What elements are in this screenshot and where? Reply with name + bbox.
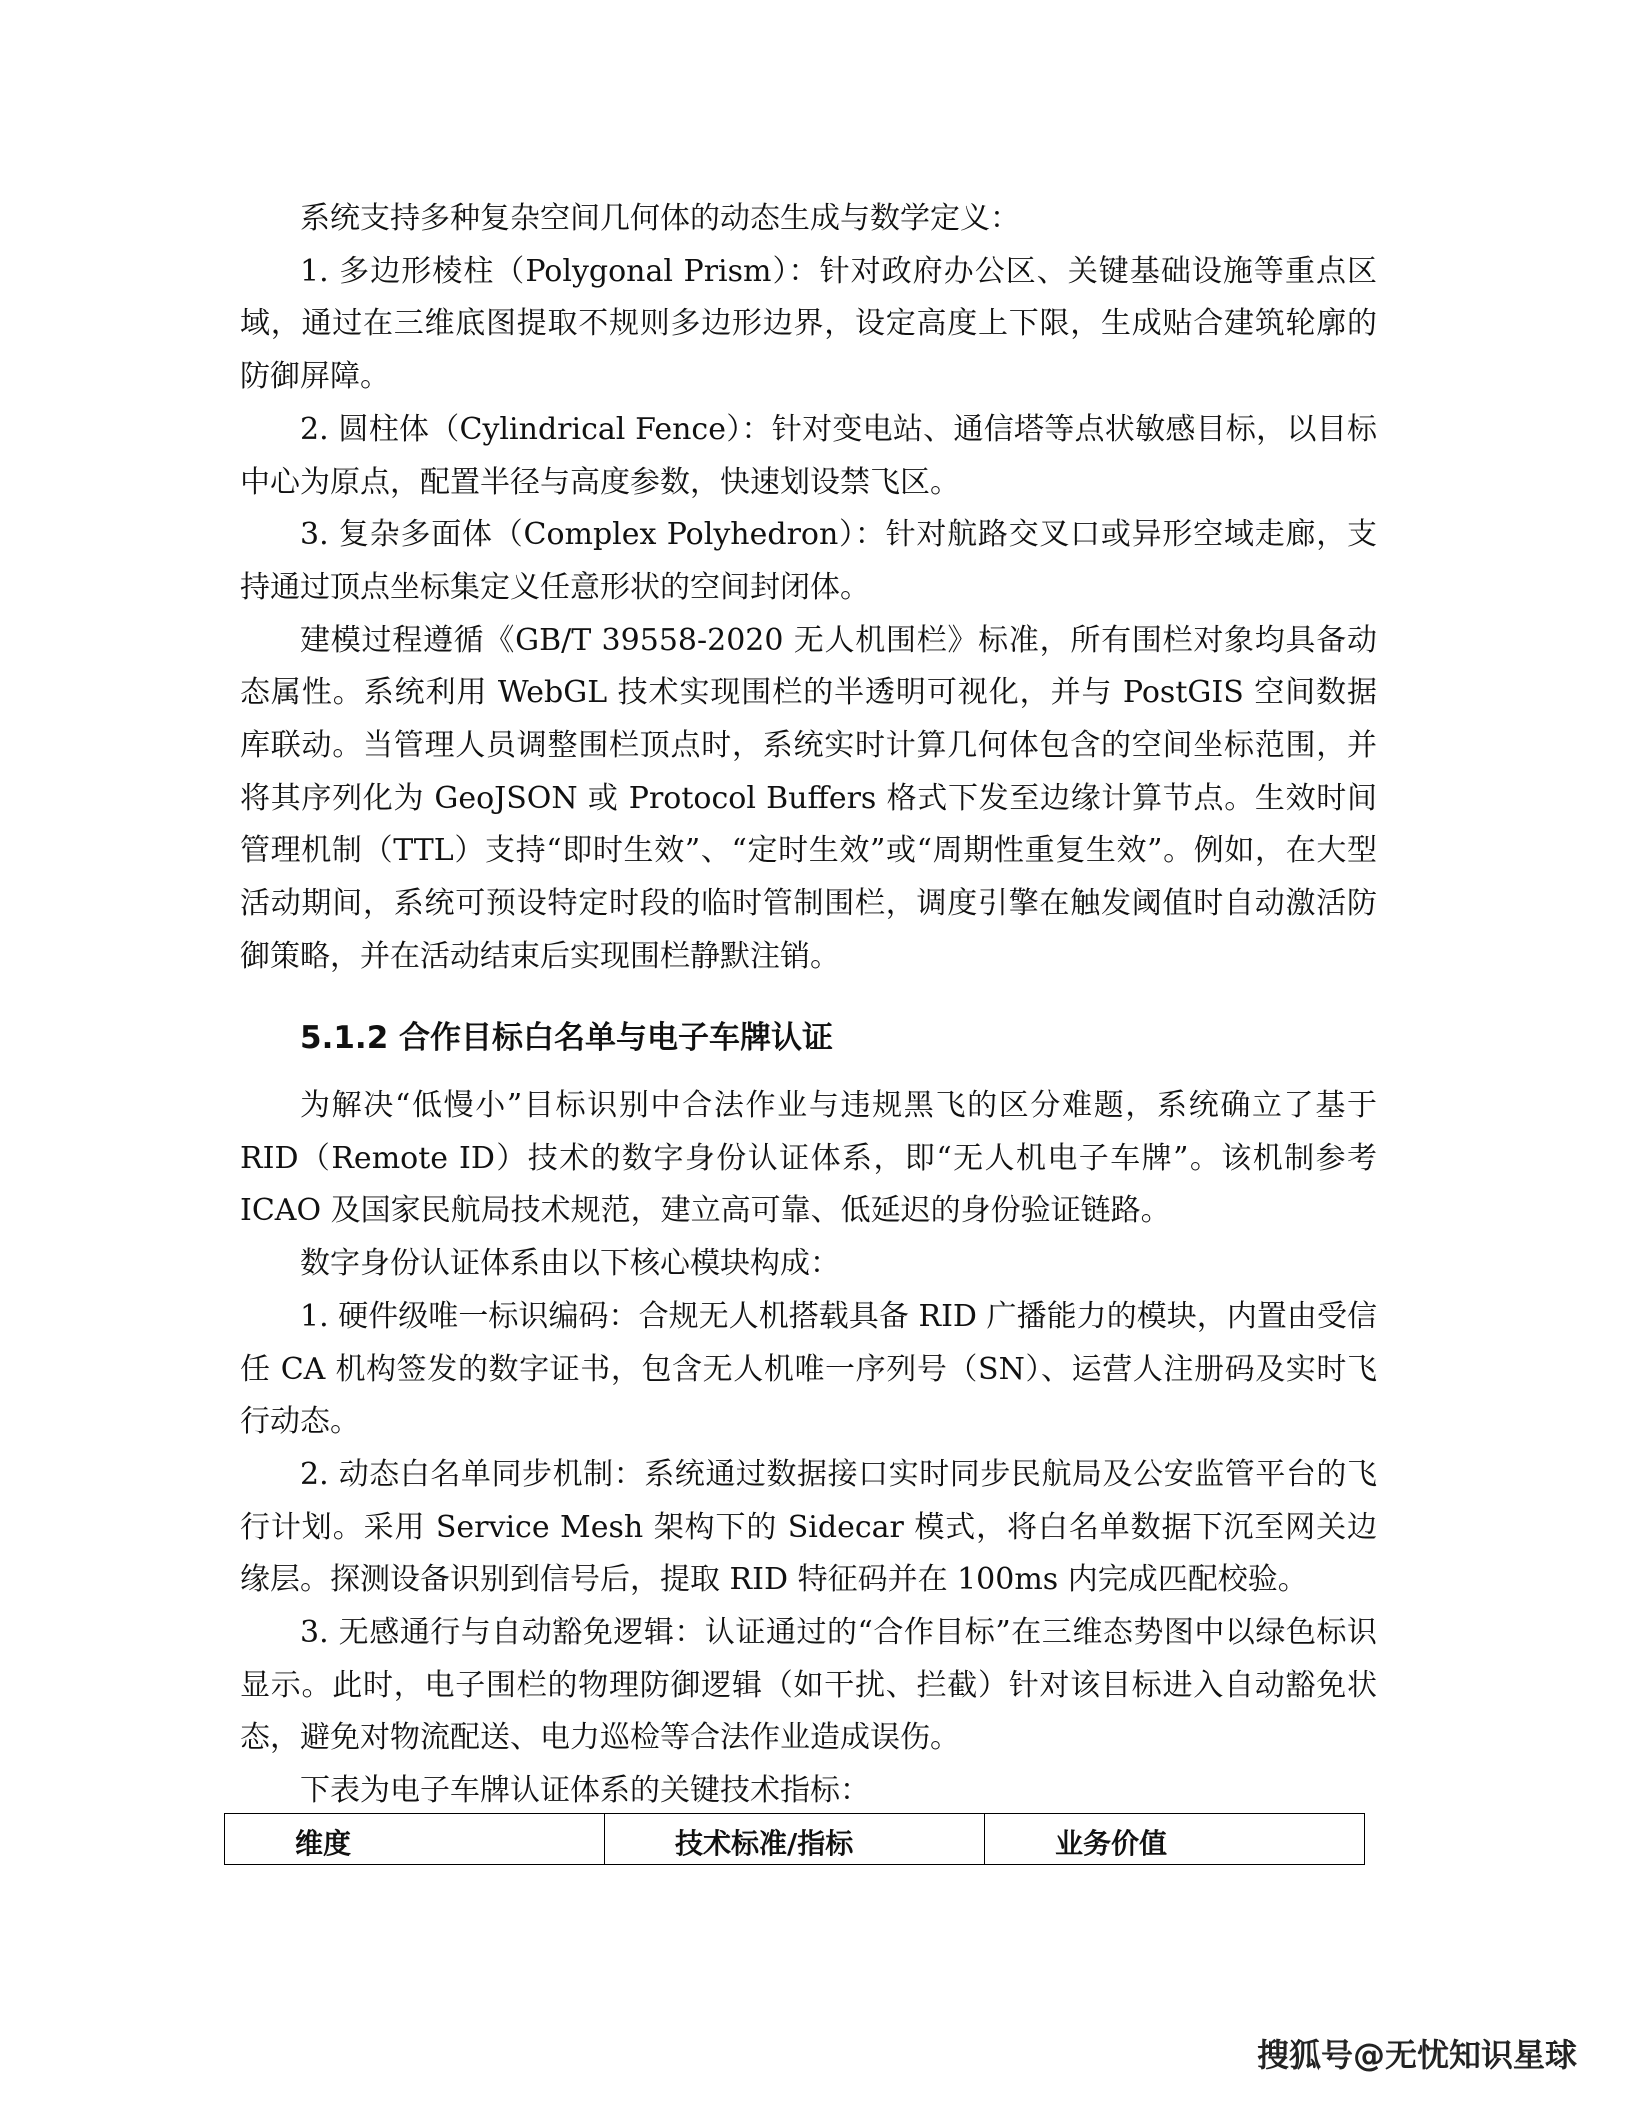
watermark: 搜狐号@无忧知识星球 — [1256, 2036, 1577, 2074]
paragraph: 系统支持多种复杂空间几何体的动态生成与数学定义： — [300, 201, 1020, 236]
table-header-cell: 技术标准/指标 — [605, 1814, 985, 1865]
list-item: 1. 多边形棱柱（Polygonal Prism）：针对政府办公区、关键基础设施等重点区域，通过在三维底图提取不规则多边形边界，设定高度上下限，生成贴合建筑轮廓的防御屏障。 — [240, 253, 1377, 395]
list-item: 3. 无感通行与自动豁免逻辑：认证通过的“合作目标”在三维态势图中以绿色标识显示。此时，电子围栏的物理防御逻辑（如干扰、拦截）针对该目标进入自动豁免状态，避免对物流配送、电力巡检等合法作业造成误伤。 — [240, 1615, 1377, 1756]
paragraph: 下表为电子车牌认证体系的关键技术指标： — [300, 1773, 870, 1809]
table-header-cell: 维度 — [225, 1814, 605, 1865]
paragraph: 为解决“低慢小”目标识别中合法作业与违规黑飞的区分难题，系统确立了基于 RID（Remote ID）技术的数字身份认证体系，即“无人机电子车牌”。该机制参考 ICAO 及国家民航局技术规范，建立高可靠、低延迟的身份验证链路。 — [240, 1088, 1377, 1229]
list-item: 3. 复杂多面体（Complex Polyhedron）：针对航路交叉口或异形空域走廊，支持通过顶点坐标集定义任意形状的空间封闭体。 — [240, 517, 1377, 605]
section-geometry-types — [240, 193, 1377, 984]
section-whitelist — [240, 1080, 1377, 1818]
list-item: 2. 圆柱体（Cylindrical Fence）：针对变电站、通信塔等点状敏感目标，以目标中心为原点，配置半径与高度参数，快速划设禁飞区。 — [240, 411, 1377, 500]
paragraph: 建模过程遵循《GB/T 39558-2020 无人机围栏》标准，所有围栏对象均具备动态属性。系统利用 WebGL 技术实现围栏的半透明可视化，并与 PostGIS 空间数据库联动。当管理人员调整围栏顶点时，系统实时计算几何体包含的空间坐标范围，并将其序列化为 GeoJSON 或 Protocol Buffers 格式下发至边缘计算节点。生效时间管理机制（TTL）支持“即时生效”、“定时生效”或“周期性重复生效”。例如，在大型活动期间，系统可预设特定时段的临时管制围栏，调度引擎在触发阈值时自动激活防御策略，并在活动结束后实现围栏静默注销。 — [240, 622, 1377, 974]
paragraph: 数字身份认证体系由以下核心模块构成： — [300, 1246, 840, 1282]
section-heading: 5.1.2 合作目标白名单与电子车牌认证 — [300, 1020, 834, 1056]
list-item: 2. 动态白名单同步机制：系统通过数据接口实时同步民航局及公安监管平台的飞行计划。采用 Service Mesh 架构下的 Sidecar 模式，将白名单数据下沉至网关边缘层。探测设备识别到信号后，提取 RID 特征码并在 100ms 内完成匹配校验。 — [240, 1456, 1377, 1598]
table-header-cell: 业务价值 — [985, 1814, 1365, 1865]
table-header-row — [225, 1814, 1365, 1865]
list-item: 1. 硬件级唯一标识编码：合规无人机搭载具备 RID 广播能力的模块，内置由受信任 CA 机构签发的数字证书，包含无人机唯一序列号（SN）、运营人注册码及实时飞行动态。 — [240, 1298, 1377, 1440]
metrics-table — [224, 1813, 1365, 1865]
